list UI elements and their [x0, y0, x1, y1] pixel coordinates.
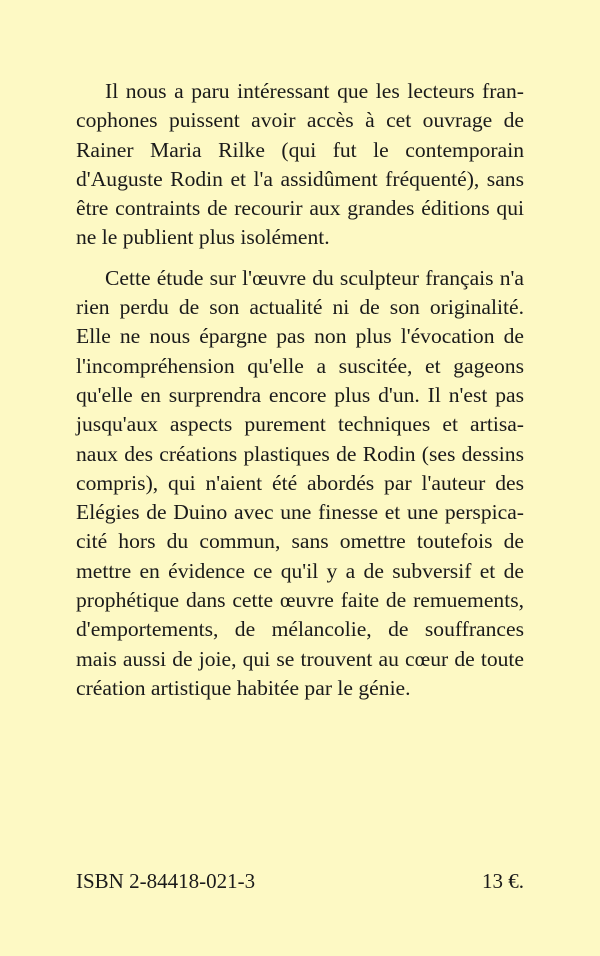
paragraph-2-line: l'incompréhension qu'elle a suscitée, et gageons — [76, 353, 524, 378]
paragraph-2-line: d'emportements, de mélancolie, de souffrances — [76, 617, 524, 642]
paragraph-gap — [76, 253, 524, 264]
paragraph-1-line: d'Auguste Rodin et l'a assidûment fréquenté), sans — [76, 166, 524, 191]
paragraph-2-line: prophétique dans cette œuvre faite de remuements, — [76, 588, 524, 613]
isbn-number: ISBN 2-84418-021-3 — [76, 869, 256, 893]
paragraph-2-line: jusqu'aux aspects purement techniques et artisa- — [76, 412, 524, 437]
paragraph-2-line: compris), qui n'aient été abordés par l'auteur des — [76, 470, 524, 495]
paragraph-1-line: Il nous a paru intéressant que les lecteurs fran- — [105, 79, 524, 103]
blurb-text — [76, 77, 524, 703]
paragraph-2-line: mettre en évidence ce qu'il y a de subversif et de — [76, 558, 524, 583]
paragraph-2-line: Elégies de Duino avec une finesse et une perspica- — [76, 500, 524, 525]
paragraph-1-line: Rainer Maria Rilke (qui fut le contemporain — [76, 137, 524, 162]
price-label: 13 €. — [482, 869, 524, 893]
paragraph-2-line: rien perdu de son actualité ni de son originalité. — [76, 295, 524, 320]
paragraph-2-line: naux des créations plastiques de Rodin (ses dessins — [76, 441, 524, 466]
footer — [76, 866, 524, 896]
paragraph-1-line: ne le publient plus isolément. — [76, 225, 330, 250]
paragraph-2-line: mais aussi de joie, qui se trouvent au cœur de toute — [76, 646, 524, 671]
paragraph-2-line: qu'elle en surprendra encore plus d'un. Il n'est pas — [76, 382, 524, 407]
paragraph-2-line: Cette étude sur l'œuvre du sculpteur français n'a — [105, 265, 524, 290]
paragraph-2-line: Elle ne nous épargne pas non plus l'évocation de — [76, 324, 524, 349]
paragraph-2-line: création artistique habitée par le génie. — [76, 675, 411, 700]
paragraph-1-line: être contraints de recourir aux grandes éditions qui — [76, 196, 524, 221]
paragraph-2-line: cité hors du commun, sans omettre toutefois de — [76, 529, 524, 554]
paragraph-1-line: cophones puissent avoir accès à cet ouvrage de — [76, 108, 524, 133]
